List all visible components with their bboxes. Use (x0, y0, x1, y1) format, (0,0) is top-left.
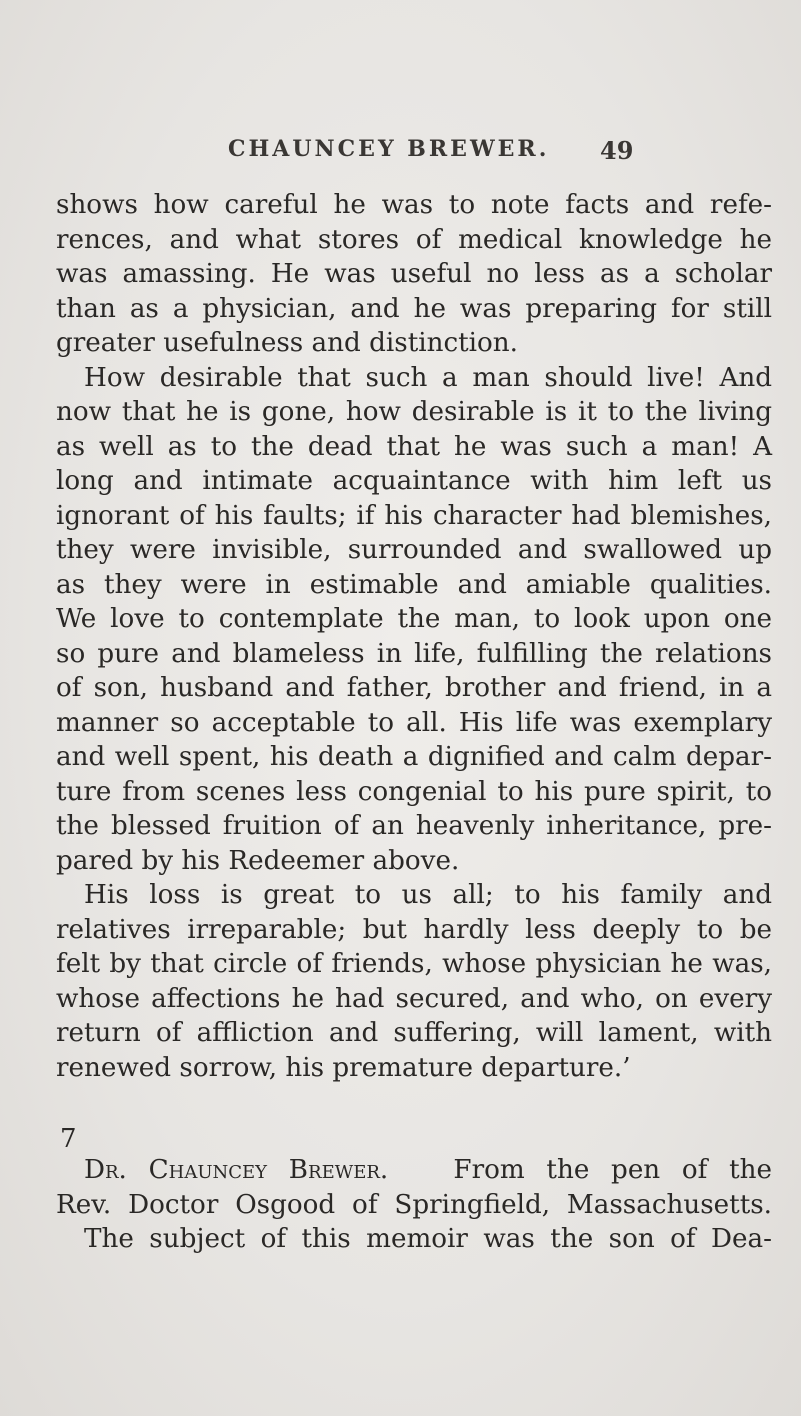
text-line: How desirable that such a man should live! And (84, 362, 772, 393)
page-header (0, 136, 801, 176)
text-line: as well as to the dead that he was such a man! A (56, 431, 772, 462)
text-line: long and intimate acquaintance with him left us (56, 466, 772, 496)
text-line: return of affliction and suffering, will lament, with (56, 1018, 772, 1048)
text-line: of son, husband and father, brother and friend, in a (56, 673, 772, 703)
text-line: greater usefulness and distinction. (56, 328, 518, 358)
text-line: shows how careful he was to note facts and refe- (56, 190, 772, 220)
section-heading: Dr. Chauncey Brewer. (84, 1155, 389, 1185)
page-number: 49 (600, 136, 634, 165)
text-line: ture from scenes less congenial to his pure spirit, to (56, 776, 772, 807)
text-line: the blessed fruition of an heavenly inheritance, pre- (56, 811, 772, 841)
text-line: ignorant of his faults; if his character had blemishes, (56, 500, 772, 531)
text-line: was amassing. He was useful no less as a scholar (56, 259, 772, 289)
text-line: and well spent, his death a dignified and calm depar- (56, 742, 772, 772)
text-line: We love to contemplate the man, to look upon one (56, 604, 772, 634)
text-line: manner so acceptable to all. His life was exemplary (56, 707, 772, 738)
text-line: so pure and blameless in life, fulfilling the relations (56, 638, 772, 669)
text-line: rences, and what stores of medical knowledge he (56, 224, 772, 255)
text-line (56, 1153, 772, 1188)
text-line: His loss is great to us all; to his family and (84, 880, 772, 910)
text-line: now that he is gone, how desirable is it to the living (56, 397, 772, 427)
text-line: pared by his Redeemer above. (56, 845, 460, 876)
text-line: as they were in estimable and amiable qualities. (56, 569, 772, 600)
text-line: whose affections he had secured, and who, on every (56, 983, 772, 1014)
signature-mark: 7 (60, 1124, 77, 1154)
running-head: CHAUNCEY BREWER. (228, 136, 550, 162)
text-line: The subject of this memoir was the son of Dea- (84, 1224, 772, 1254)
body-text (56, 188, 772, 1257)
paragraph-3 (56, 878, 772, 1085)
text-line-tail: From the pen of the (453, 1155, 772, 1185)
text-line: relatives irreparable; but hardly less deeply to be (56, 914, 772, 945)
paragraph-2 (56, 361, 772, 879)
text-line: Rev. Doctor Osgood of Springfield, Massachusetts. (56, 1189, 772, 1220)
text-line: felt by that circle of friends, whose physician he was, (56, 949, 772, 979)
text-line: renewed sorrow, his premature departure.’ (56, 1052, 631, 1083)
section-gap (56, 1085, 772, 1153)
paragraph-1 (56, 188, 772, 361)
text-line: they were invisible, surrounded and swallowed up (56, 535, 772, 565)
text-line: than as a physician, and he was preparing for still (56, 293, 772, 324)
paragraph-4 (56, 1153, 772, 1257)
